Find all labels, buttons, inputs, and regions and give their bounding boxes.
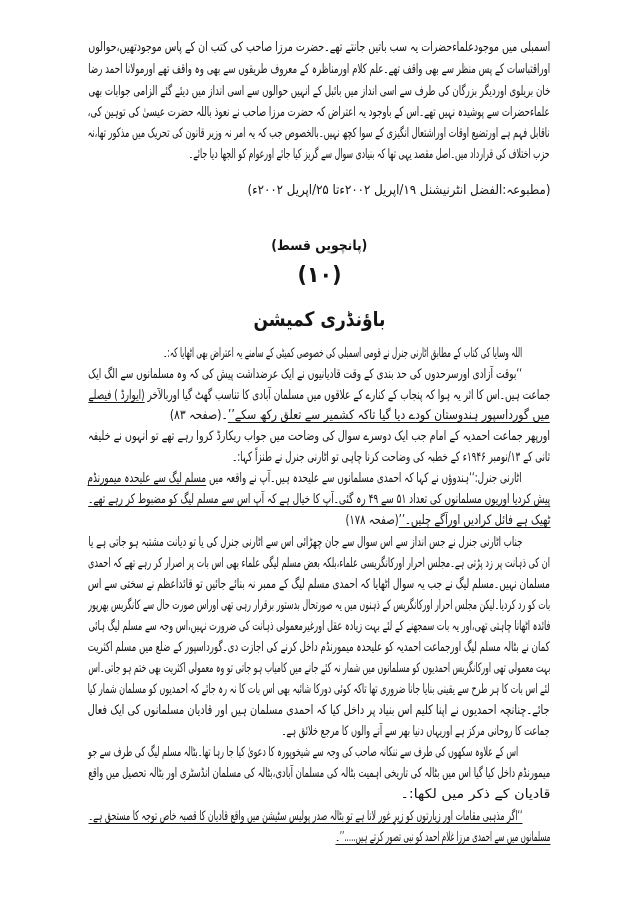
section-number	[0, 261, 638, 291]
body-line	[88, 530, 522, 552]
text-segment: (صفحہ ۱۷۸)	[345, 513, 399, 528]
body-line	[88, 593, 550, 615]
text-segment: کمان نے بٹالہ مسلم لیگ اورجماعت احمدیہ کو علیحدہ میمورنڈم داخل کرنے کی اجازت دی۔گورداسپور کے ضلع میں مسلم اکثریت	[88, 640, 550, 655]
intro-line-text	[88, 37, 550, 59]
text-segment: اوراقتباسات کے پس منظر سے بھی واقف تھے۔علم کلام اورمناظرہ کے معروف طریقوں سے بھی وہ واقف تھے اورمولانا احمد رضا	[88, 62, 550, 77]
body-line	[345, 508, 550, 530]
publication-note	[247, 178, 550, 200]
section-title-text: باؤنڈری کمیشن	[253, 307, 385, 331]
section-title	[0, 305, 638, 333]
body-line-text	[345, 510, 550, 532]
text-segment: بات کو رد کردیا۔لیکن مجلس احرار اورکانگریس کے ذہنوں میں یہ صورتحال بدستور برقرار رہی تھی اوراس صورت حال سے کانگریس بھرپور	[88, 598, 550, 613]
text-segment: ۔(صفحہ ۸۳)	[170, 408, 229, 423]
intro-line	[88, 121, 550, 143]
text-segment: مسلم لیگ سے علیحدہ میمورنڈم	[88, 471, 207, 486]
text-segment: میں گورداسپور ہندوستان کودے دیا گیا تاکہ کشمیر سے تعلق رکھ سکے’’	[228, 408, 551, 423]
body-line	[163, 341, 522, 363]
text-segment: اٹارنی جنرل:‘‘ہندوؤں نے کہا کہ احمدی مسلمانوں سے علیحدہ ہیں۔آپ نے واقعہ میں	[206, 471, 522, 486]
text-segment: حزب اختلاف کی قرارداد میں۔اصل مقصد یہی تھا کہ بنیادی سوال سے گریز کیا جائے اورعوام کو الجھا دیا جائے۔	[189, 147, 550, 162]
intro-line	[88, 79, 550, 101]
text-segment: اسمبلی میں موجودعلماءحضرات یہ سب باتیں جانتے تھے۔حضرت مرزا صاحب کی کتب ان کے پاس موجودتھیں،حوالوں	[88, 40, 550, 55]
text-segment: میمورنڈم داخل کیا گیا اس میں بٹالہ کی تاریخی اہمیت بٹالہ کی مسلمان آبادی،بٹالہ کی مسلمان انڈسٹری اور بٹالہ تحصیل میں واقع	[87, 766, 550, 781]
text-segment: فائدہ اٹھانا چاہتی تھی،اور یہ بات سمجھنے کے لئے بہت زیادہ عقل اورغیرمعمولی ذہانت کی ضرورت نہیں،اس وجہ سے مسلم لیگ ہائی	[88, 619, 550, 634]
text-segment: مسلمانوں میں سے احمدی مرزا غلام احمد کو نبی تصور کرتے ہیں.....’’۔	[335, 830, 550, 845]
intro-line	[88, 100, 550, 122]
text-segment: جناب اٹارنی جنرل نے جس انداز سے اس سوال سے جان چھڑائی اس سے اٹارنی جنرل کی یا تو دیانت مشتبہ ہو جاتی ہے یا	[88, 535, 522, 550]
section-number-text: (۱۰)	[296, 263, 341, 288]
body-line	[88, 804, 522, 826]
intro-line-text	[88, 59, 550, 81]
intro-line-text	[189, 144, 550, 166]
text-segment: جائے۔چنانچہ احمدیوں نے اپنا کلیم اس بنیاد پر داخل کیا کہ احمدی مسلمان ہیں اور قادیان مسلمانوں کی ایک فعال	[88, 703, 550, 718]
body-line	[88, 698, 550, 720]
text-segment: علماءحضرات سے پوشیدہ نہیں تھے۔اس کے باوجود یہ اعتراض کہ حضرت مرزا صاحب نے نعوذ باللہ حضرت عیسیٰ کی توہین کی،	[87, 105, 550, 120]
body-line	[88, 740, 518, 762]
body-line	[88, 551, 550, 573]
intro-line	[189, 142, 550, 164]
text-segment: پیش کردیا اوریوں مسلمانوں کی تعداد ۵۱ سے ۴۹ رہ گئی۔آپ کا خیال ہے کہ آپ اس سے مسلم لیگ کو مضبوط کر رہے تھے۔	[88, 492, 550, 507]
text-segment: (ایوارڈ ) فیصلے	[88, 388, 145, 403]
text-segment: بہت معمولی تھی اورکانگریس احمدیوں کو مسلمانوں میں شمار نہ کئے جانے میں کامیاب ہو جاتی تو وہ معمولی اکثریت بھی ختم ہو جاتی۔اس	[88, 661, 550, 676]
installment-label-text: (پانچویں قسط)	[270, 238, 367, 254]
text-segment: ٹھیک ہے فائل کرادیں اورآگے چلیں۔’’	[398, 513, 550, 528]
body-line	[232, 445, 550, 467]
body-line	[88, 656, 550, 678]
text-segment: ثانی کے ۱۳/نومبر ۱۹۴۶ء کے خطبہ کی وضاحت کرنا چاہی تو اٹارنی جنرل نے طنزاً کہا:۔	[232, 450, 550, 465]
intro-line	[88, 57, 550, 79]
body-line	[170, 403, 550, 425]
text-segment: ‘‘بوقت آزادی اورسرحدوں کی حد بندی کے وقت قادیانیوں نے ایک عرضداشت پیش کی کہ وہ مسلمانوں سے الگ ایک	[88, 367, 522, 382]
body-line	[88, 572, 550, 594]
body-line	[88, 362, 522, 384]
body-line	[88, 466, 522, 488]
body-line	[88, 424, 550, 446]
body-line	[88, 761, 550, 783]
text-segment: لئے اس بات کا ہر طرح سے یقینی بنایا جانا ضروری تھا تاکہ کوئی دورکا شائبہ بھی اس بات کا نہ رہ جائے کہ احمدیوں کو مسلمان شمار کیا	[88, 682, 550, 697]
body-line	[88, 487, 550, 509]
body-line	[88, 635, 550, 657]
body-line	[88, 614, 550, 636]
text-segment: خان بریلوی اوردیگر بزرگان کی طرف سے اسی انداز میں بائبل کے انہیں حوالوں سے اسی انداز میں دیئے گئے الزامی جوابات بھی	[88, 84, 550, 99]
intro-line	[88, 35, 550, 57]
text-segment: ان کی ذہانت پر زد پڑتی ہے۔مجلس احرار اورکانگریسی علماء،بلکہ بعض مسلم لیگی علماء بھی اس بات پر اصرار کر رہے تھے کہ احمدی	[87, 556, 550, 571]
installment-label	[0, 234, 638, 256]
text-segment: اللہ وسایا کی کتاب کے مطابق اٹارنی جنرل نے قومی اسمبلی کی خصوصی کمیٹی کے سامنے یہ اعتراض بھی اٹھایا کہ:۔	[163, 346, 522, 361]
text-segment: قادیان کے ذکر میں لکھا:۔	[400, 787, 550, 802]
text-segment: جماعت کا روحانی مرکز ہے اوریہاں دنیا بھر سے آنے والوں کا مرجع خلائق ہے۔	[282, 724, 550, 739]
text-segment: ناقابل فہم ہے اورتضیع اوقات اوراشتعال انگیزی کے سوا کچھ نہیں۔بالخصوص جب کہ یہ امر نہ وزیر قانون کی تحریک میں مذکور تھا،نہ	[88, 126, 550, 141]
text-segment: جماعت ہیں۔اس کا اثر یہ ہوا کہ پنجاب کے کنارے کے علاقوں میں مسلمان آبادی کا تناسب گھٹ گیا اوربالآخر	[144, 388, 550, 403]
text-segment: مسلمان نہیں۔مسلم لیگ نے جب یہ سوال اٹھایا کہ احمدی مسلم لیگ کے ممبر نہ بنائے جائیں تو قائداعظم نے سختی سے اس	[88, 577, 550, 592]
body-line	[335, 825, 550, 847]
body-line-text	[400, 784, 550, 806]
body-line-text	[335, 827, 550, 849]
publication-note-text: (مطبوعہ:الفضل انٹرنیشنل ۱۹/اپریل ۲۰۰۲ءتا ۲۵/اپریل ۲۰۰۲ء)	[247, 183, 550, 198]
body-line	[88, 383, 550, 405]
text-segment: اس کے علاوہ سکھوں کی طرف سے ننکانہ صاحب کی وجہ سے شیخوپورہ کا دعویٰ کیا جا رہا تھا۔بٹالہ مسلم لیگ کی طرف سے جو	[88, 745, 518, 760]
body-line	[400, 782, 550, 804]
text-segment: ‘‘اگر مذہبی مقامات اور زیارتوں کو زیرِ غور لانا ہے تو بٹالہ صدر پولیس سٹیشن میں واقع قادیان کا قصبہ خاص توجہ کا مستحق ہے۔	[88, 809, 522, 824]
text-segment: اورپھر جماعت احمدیہ کے امام جب ایک دوسرے سوال کی وضاحت میں جواب ریکارڈ کروا رہے تھے تو انہوں نے خلیفہ	[88, 429, 550, 444]
body-line	[282, 719, 550, 741]
body-line	[88, 677, 550, 699]
